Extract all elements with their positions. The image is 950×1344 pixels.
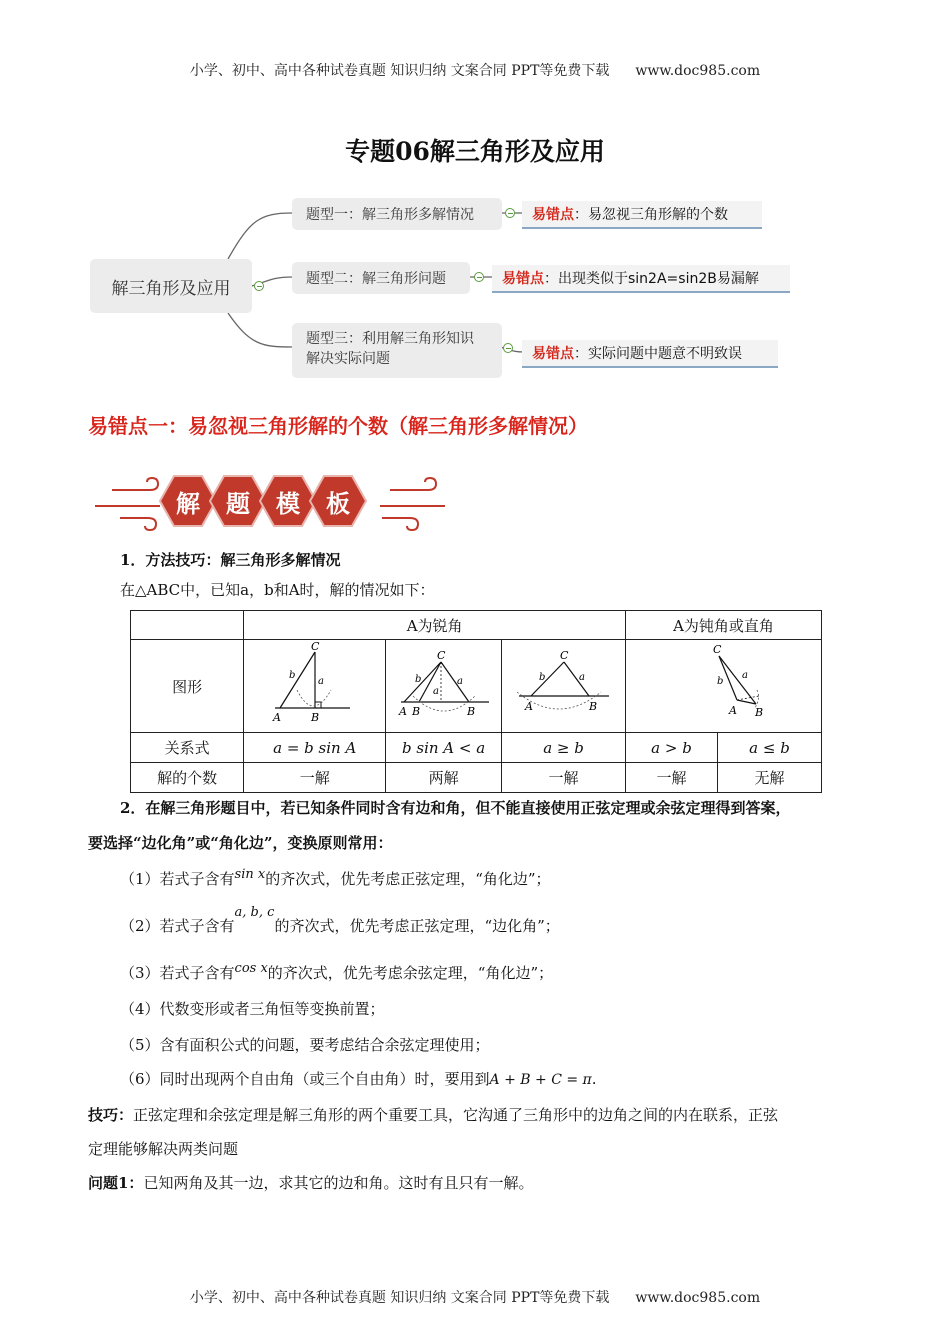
- collapse-toggle-icon[interactable]: [254, 281, 264, 291]
- tips-line1: 技巧：正弦定理和余弦定理是解三角形的两个重要工具，它沟通了三角形中的边角之间的内在联系，正弦: [88, 1106, 779, 1124]
- table-row-label: 解的个数: [131, 763, 244, 793]
- error-text: ：易忽视三角形解的个数: [574, 207, 728, 223]
- section-title: 易错点一：易忽视三角形解的个数（解三角形多解情况）: [88, 414, 588, 438]
- svg-text:B: B: [754, 706, 763, 719]
- problem-1: 问题1：已知两角及其一边，求其它的边和角。这时有且只有一解。: [88, 1174, 534, 1192]
- topic-line-2: 解决实际问题: [306, 351, 390, 367]
- figure-one-solution-a-ge-b: [502, 640, 626, 733]
- svg-text:b: b: [538, 672, 545, 683]
- method-intro: 在△ABC中，已知a，b和A时，解的情况如下：: [120, 581, 435, 599]
- rule-item-3: （3）若式子含有cos x的齐次式，优先考虑余弦定理，“角化边”；: [120, 961, 554, 982]
- svg-text:a: a: [741, 670, 748, 681]
- error-text: ：出现类似于sin2A=sin2B易漏解: [544, 271, 759, 287]
- collapse-toggle-icon[interactable]: [503, 343, 513, 353]
- svg-text:a: a: [456, 676, 463, 687]
- relation-cell: a ≥ b: [502, 733, 626, 763]
- error-label: 易错点: [532, 207, 574, 223]
- count-cell: 一解: [244, 763, 386, 793]
- table-row-label: 关系式: [131, 733, 244, 763]
- count-cell: 一解: [502, 763, 626, 793]
- svg-text:C: C: [436, 649, 446, 662]
- svg-text:A: A: [398, 705, 407, 718]
- table-header-acute: A为锐角: [244, 611, 626, 640]
- page-title: 专题06解三角形及应用: [345, 137, 605, 166]
- mind-map-topic-1: 题型一：解三角形多解情况: [292, 198, 502, 230]
- rule-item-4: （4）代数变形或者三角恒等变换前置；: [120, 1000, 385, 1018]
- banner-char: 模: [276, 490, 300, 518]
- banner-char: 板: [326, 490, 350, 518]
- svg-text:A: A: [728, 704, 737, 717]
- footer-site[interactable]: www.doc985.com: [635, 1290, 761, 1306]
- tips-line2: 定理能够解决两类问题: [88, 1140, 239, 1158]
- template-banner: [90, 466, 450, 536]
- error-text: ：实际问题中题意不明致误: [574, 346, 742, 362]
- svg-text:C: C: [712, 643, 721, 656]
- footer-text: 小学、初中、高中各种试卷真题 知识归纳 文案合同 PPT等免费下载: [189, 1290, 610, 1306]
- rule-item-6: （6）同时出现两个自由角（或三个自由角）时，要用到A + B + C = π.: [120, 1070, 597, 1088]
- header-site[interactable]: www.doc985.com: [635, 63, 761, 79]
- count-cell: 一解: [626, 763, 718, 793]
- mind-map-error-1: [522, 201, 762, 229]
- header-text: 小学、初中、高中各种试卷真题 知识归纳 文案合同 PPT等免费下载: [189, 63, 610, 79]
- relation-cell: a > b: [626, 733, 718, 763]
- rule-item-5: （5）含有面积公式的问题，要考虑结合余弦定理使用；: [120, 1036, 490, 1054]
- error-label: 易错点: [532, 346, 574, 362]
- rule-item-1: （1）若式子含有sin x的齐次式，优先考虑正弦定理，“角化边”；: [120, 867, 551, 888]
- collapse-toggle-icon[interactable]: [505, 208, 515, 218]
- solutions-table: [130, 610, 822, 793]
- svg-text:B: B: [588, 700, 597, 713]
- collapse-toggle-icon[interactable]: [474, 272, 484, 282]
- mind-map-error-2: [492, 265, 790, 293]
- svg-text:a: a: [578, 672, 585, 683]
- formula-abc: a, b, c: [234, 905, 275, 920]
- count-cell: 两解: [386, 763, 502, 793]
- svg-text:b: b: [414, 674, 422, 685]
- method2-line2: 要选择“边化角”或“角化边”，变换原则常用：: [88, 834, 393, 852]
- svg-text:b: b: [288, 670, 296, 681]
- svg-text:a: a: [432, 686, 439, 697]
- banner-char: 解: [176, 490, 200, 518]
- svg-text:C: C: [559, 649, 568, 662]
- svg-text:C: C: [310, 640, 320, 653]
- svg-text:A: A: [524, 700, 533, 713]
- error-label: 易错点: [502, 271, 544, 287]
- svg-text:a: a: [317, 676, 324, 687]
- count-cell: 无解: [717, 763, 821, 793]
- method-heading: 1．方法技巧：解三角形多解情况: [120, 551, 341, 569]
- mind-map-topic-3: [292, 323, 502, 378]
- svg-text:B: B: [466, 705, 475, 718]
- method2-line1: 2．在解三角形题目中，若已知条件同时含有边和角，但不能直接使用正弦定理或余弦定理得到答案，: [120, 799, 791, 817]
- tips-label: 技巧：: [88, 1106, 134, 1124]
- formula-angle-sum: A + B + C = π: [489, 1072, 592, 1088]
- mind-map-topic-2: 题型二：解三角形问题: [292, 262, 470, 294]
- svg-text:b: b: [716, 676, 723, 687]
- page-footer: [0, 1287, 950, 1307]
- mind-map-root: 解三角形及应用: [90, 259, 252, 313]
- rule-item-2: （2）若式子含有a, b, c的齐次式，优先考虑正弦定理，“边化角”；: [120, 905, 560, 935]
- figure-obtuse: [626, 640, 822, 733]
- problem-label: 问题1：: [88, 1174, 144, 1192]
- figure-one-solution: [244, 640, 386, 733]
- svg-text:B: B: [310, 711, 319, 724]
- banner-char: 题: [226, 490, 250, 518]
- table-cell-empty: [131, 611, 244, 640]
- relation-cell: b sin A < a: [386, 733, 502, 763]
- svg-text:A: A: [272, 711, 281, 724]
- figure-two-solutions: [386, 640, 502, 733]
- formula-cos: cos x: [234, 961, 268, 976]
- topic-line-1: 题型三：利用解三角形知识: [306, 331, 474, 347]
- table-header-obtuse: A为钝角或直角: [626, 611, 822, 640]
- relation-cell: a = b sin A: [244, 733, 386, 763]
- formula-sin: sin x: [234, 867, 266, 882]
- relation-cell: a ≤ b: [717, 733, 821, 763]
- mind-map-error-3: [522, 340, 778, 368]
- svg-text:B: B: [411, 705, 420, 718]
- table-row-label: 图形: [131, 640, 244, 733]
